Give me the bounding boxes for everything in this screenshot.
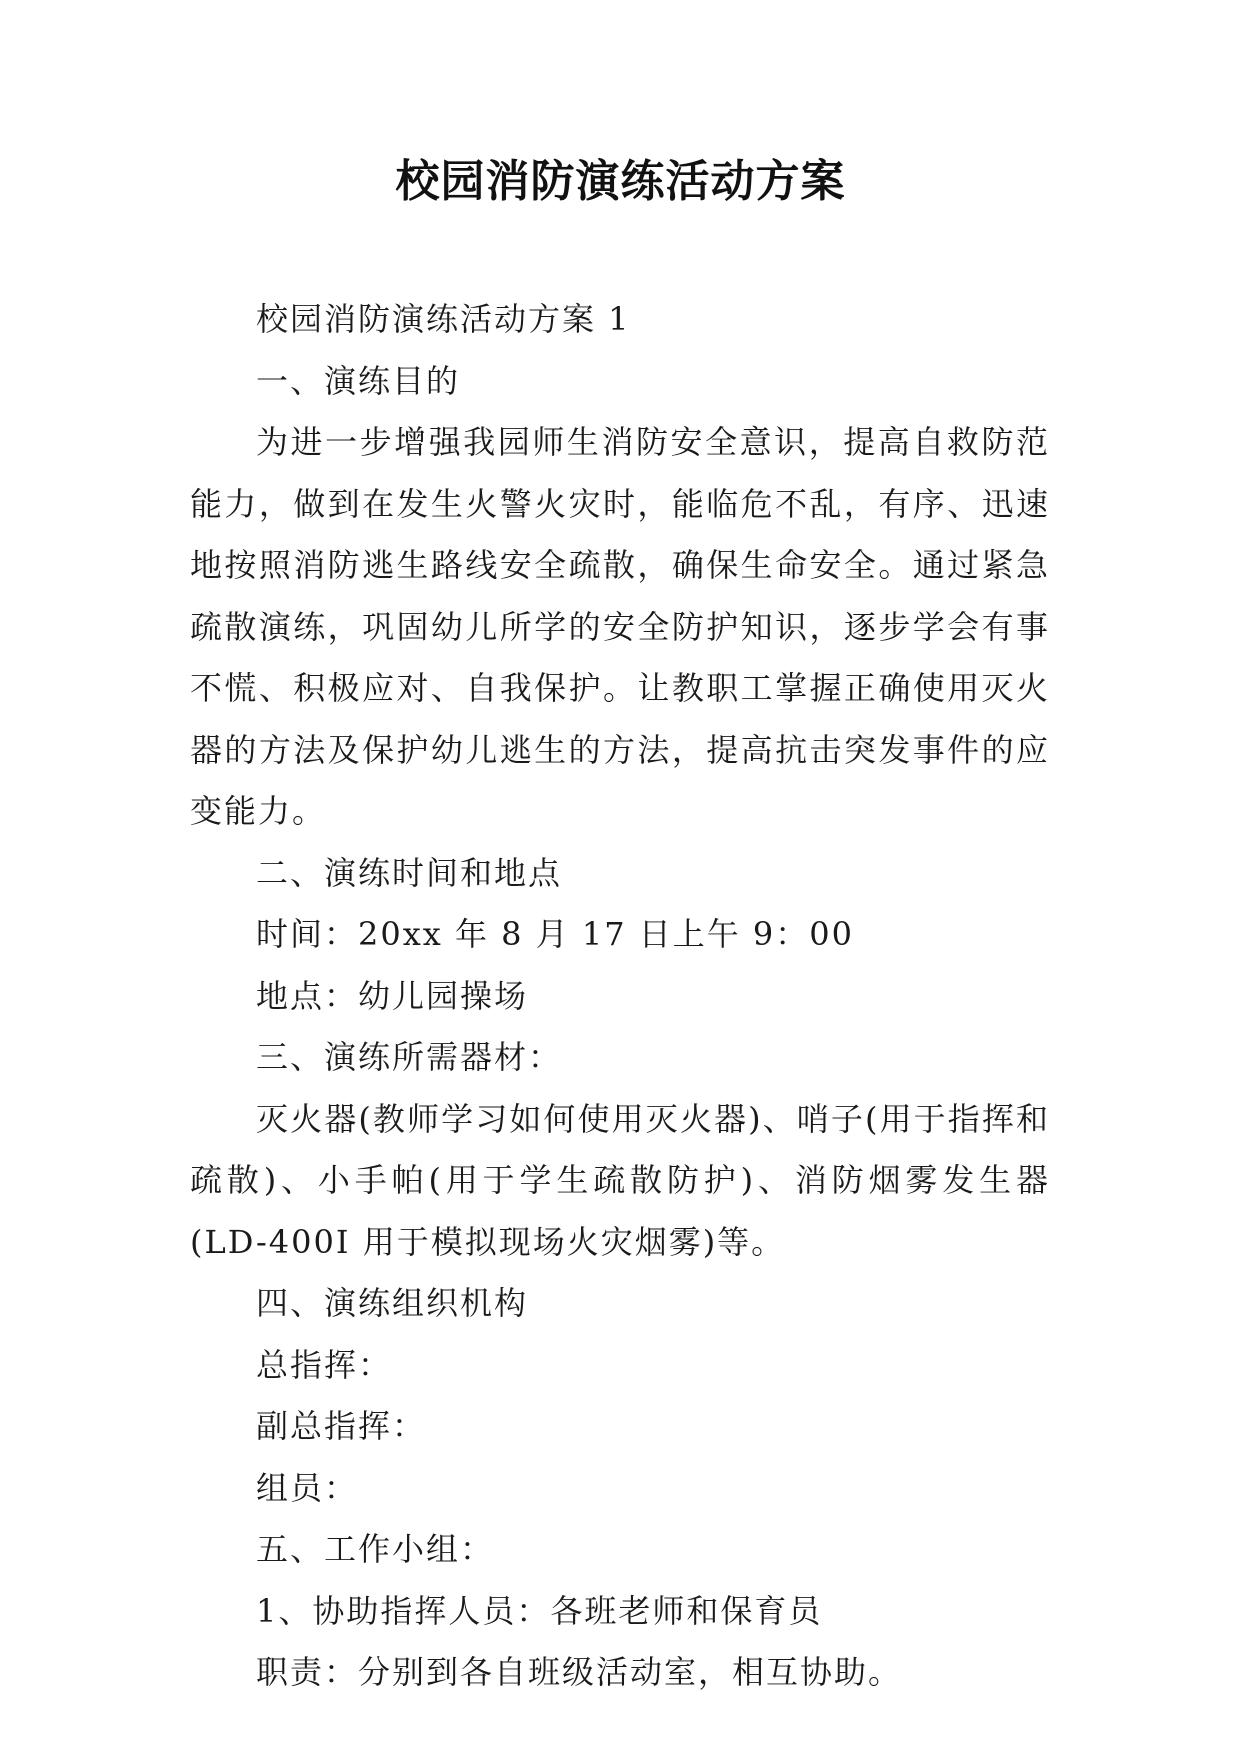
section-heading-working-groups: 五、工作小组：	[256, 1530, 495, 1568]
paragraph-deputy-commander: 副总指挥：	[256, 1407, 427, 1445]
paragraph-place: 地点：幼儿园操场	[256, 976, 529, 1015]
section-heading-purpose: 一、演练目的	[256, 361, 461, 400]
paragraph-equipment: 灭火器(教师学习如何使用灭火器)、哨子(用于指挥和疏散)、小手帕(用于学生疏散防护)、消防烟雾发生器(LD-400I 用于模拟现场火灾烟雾)等。	[190, 1099, 1050, 1261]
document-body	[190, 289, 1050, 1704]
subtitle-heading: 校园消防演练活动方案 1	[256, 300, 631, 338]
paragraph-members: 组员：	[256, 1468, 359, 1507]
paragraph-commander: 总指挥：	[256, 1345, 393, 1384]
paragraph-time: 时间：20xx 年 8 月 17 日上午 9：00	[256, 915, 855, 953]
paragraph-assistant-commanders: 1、协助指挥人员：各班老师和保育员	[256, 1591, 823, 1630]
section-heading-organization: 四、演练组织机构	[256, 1284, 529, 1322]
paragraph-purpose: 为进一步增强我园师生消防安全意识，提高自救防范能力，做到在发生火警火灾时，能临危不乱，有序、迅速地按照消防逃生路线安全疏散，确保生命安全。通过紧急疏散演练，巩固幼儿所学的安全防护知识，逐步学会有事不慌、积极应对、自我保护。让教职工掌握正确使用灭火器的方法及保护幼儿逃生的方法，提高抗击突发事件的应变能力。	[190, 423, 1050, 830]
section-heading-time-place: 二、演练时间和地点	[256, 853, 563, 892]
section-heading-equipment: 三、演练所需器材：	[256, 1038, 563, 1076]
paragraph-duties: 职责：分别到各自班级活动室，相互协助。	[256, 1653, 903, 1691]
page-title: 校园消防演练活动方案	[395, 156, 846, 207]
